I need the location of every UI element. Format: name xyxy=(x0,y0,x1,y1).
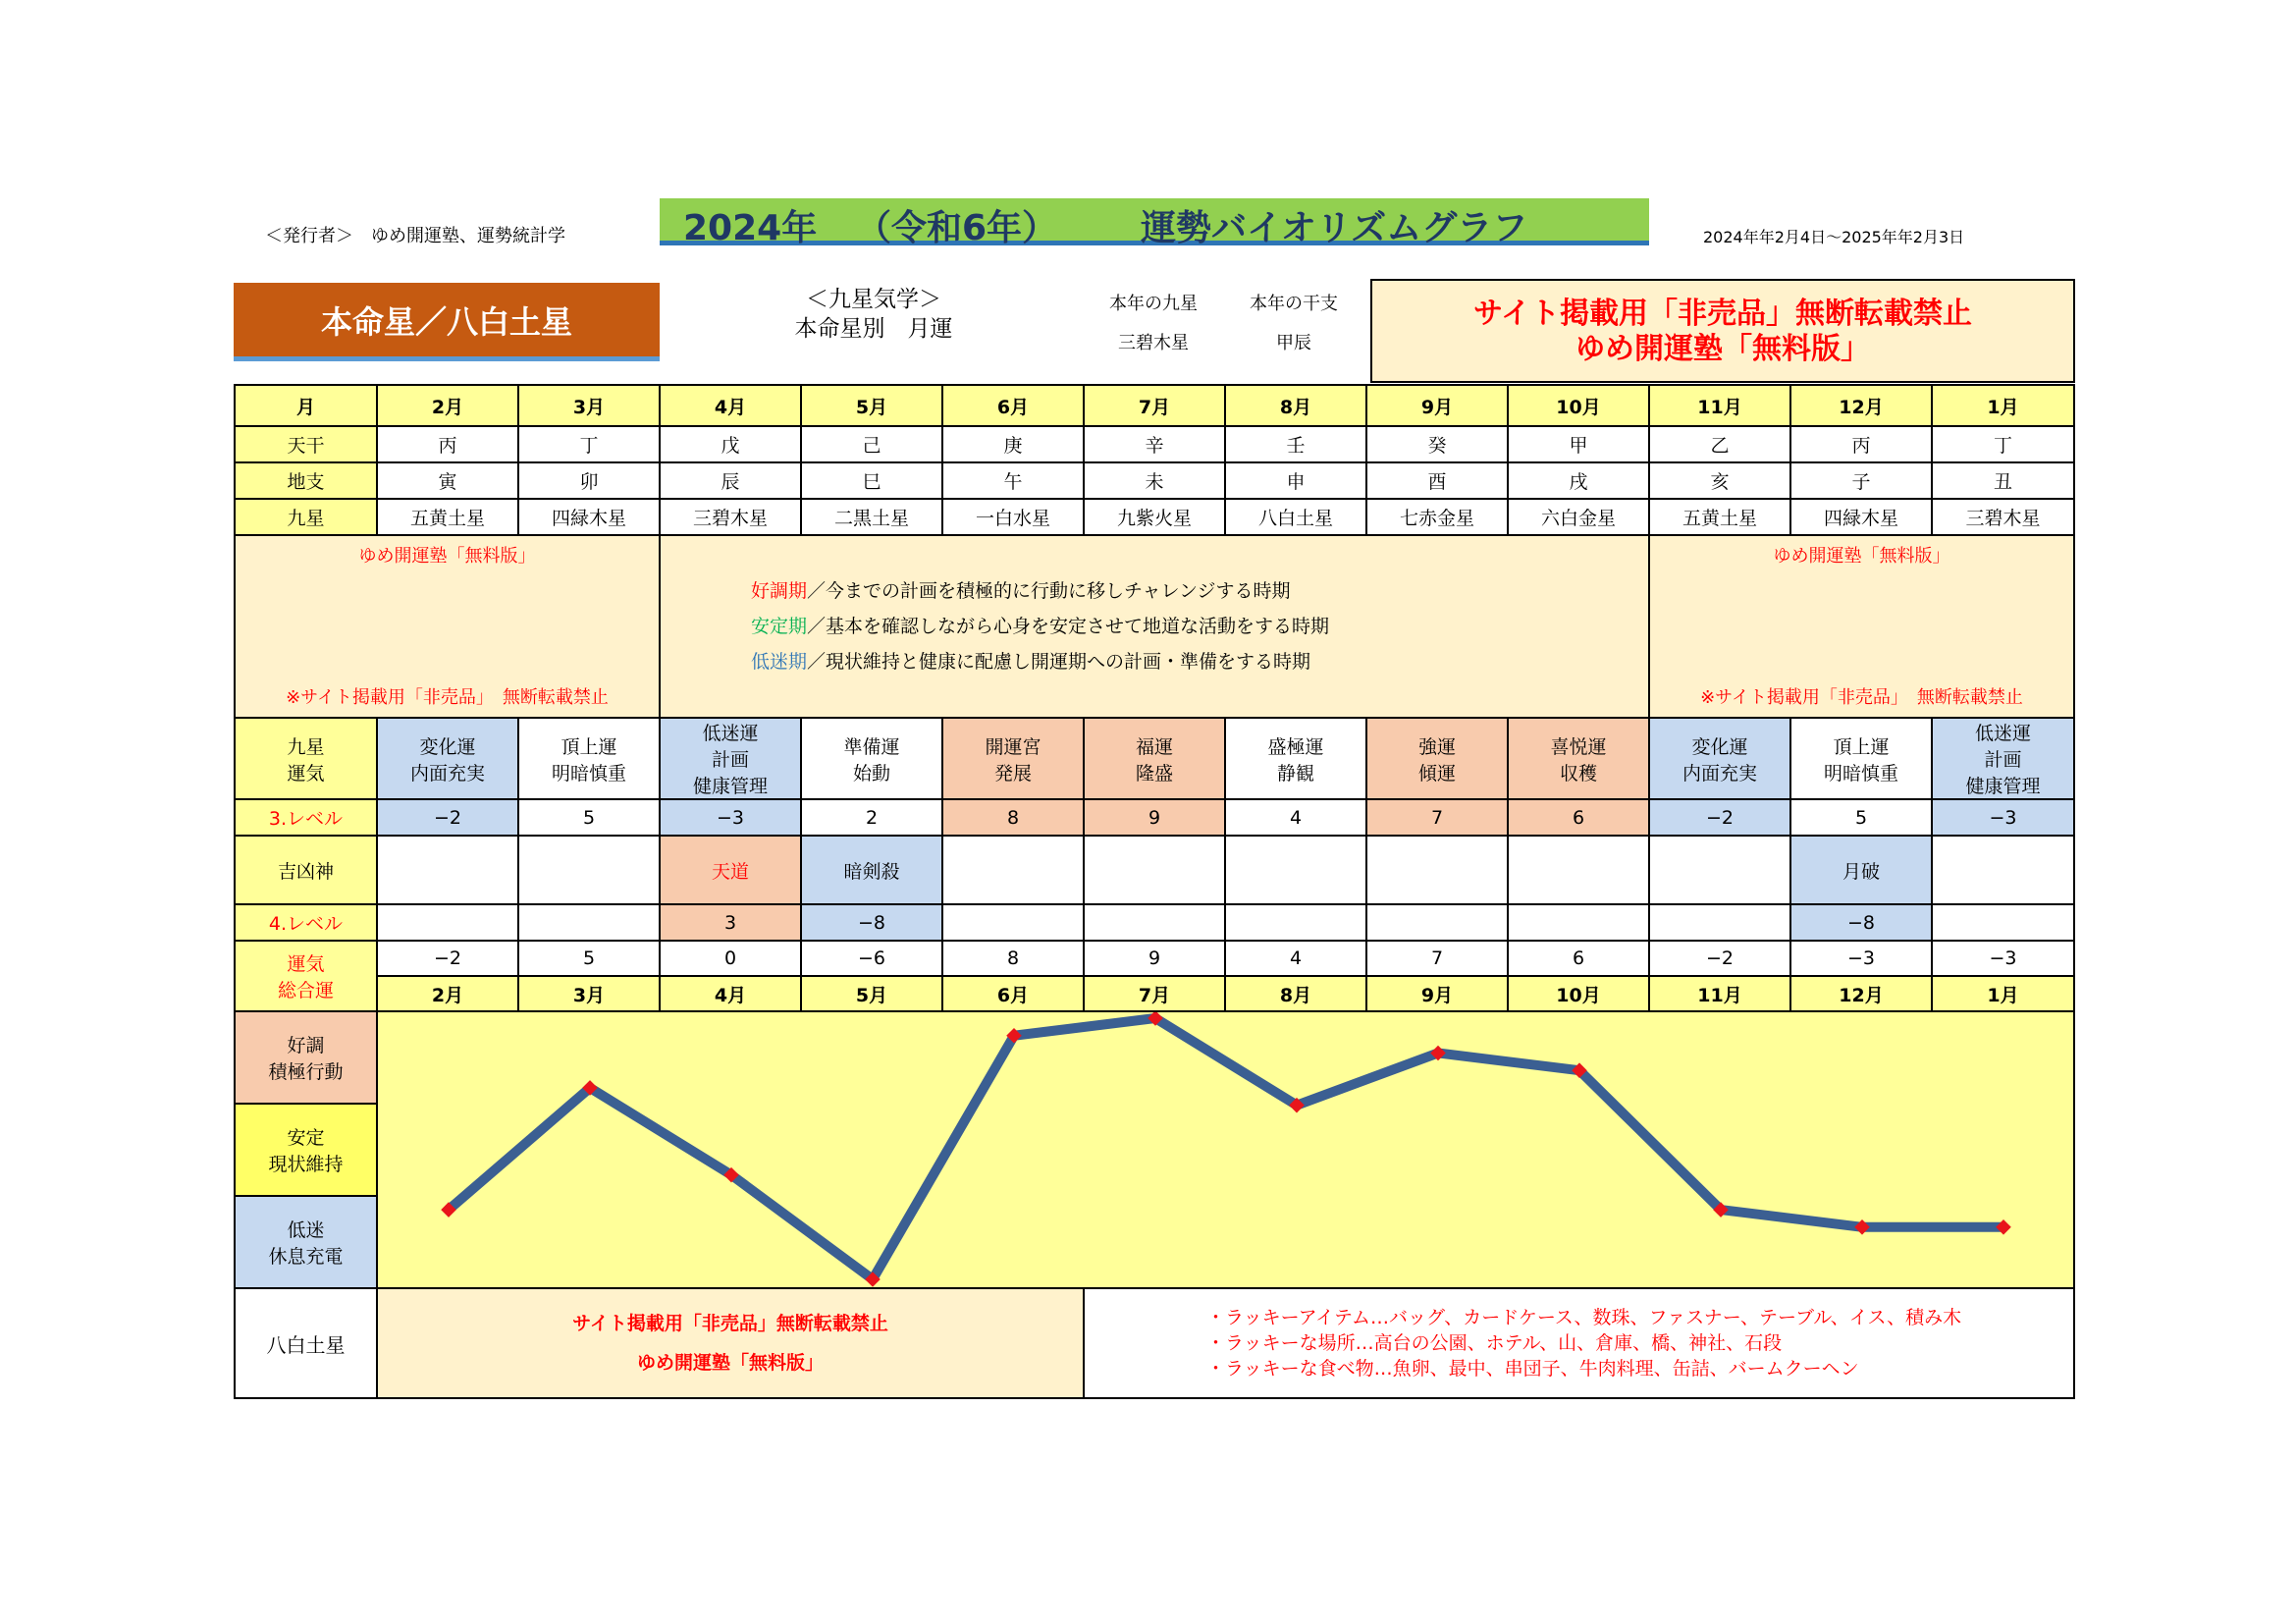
tenkan-cell: 丁 xyxy=(518,426,660,462)
unki-label-line1: 九星 xyxy=(287,735,325,758)
tenkan-cell: 庚 xyxy=(942,426,1084,462)
unki-cell: 低迷運 計画 健康管理 xyxy=(1932,718,2074,799)
lucky-item: ・ラッキーアイテム…バッグ、カードケース、数珠、ファスナー、テーブル、イス、積み木 xyxy=(1206,1307,1962,1328)
kikkyo-cell xyxy=(942,836,1084,904)
info-left xyxy=(235,535,660,718)
honmei-banner: 本命星／八白土星 xyxy=(234,283,660,356)
fortune-table xyxy=(234,384,2075,1399)
unki-cell: 頂上運 明暗慎重 xyxy=(1790,718,1932,799)
legend-item-low xyxy=(751,644,1648,679)
chishi-cell: 寅 xyxy=(377,462,518,499)
chishi-cell: 辰 xyxy=(660,462,801,499)
month-cell: 3月 xyxy=(518,976,660,1011)
total-row xyxy=(235,941,2074,976)
tenkan-cell: 甲 xyxy=(1508,426,1649,462)
this-year-star-label: 本年の九星 xyxy=(1109,294,1198,314)
chishi-cell: 午 xyxy=(942,462,1084,499)
title-year: 2024年 xyxy=(683,208,818,248)
kikkyo-cell xyxy=(518,836,660,904)
chishi-cell: 酉 xyxy=(1366,462,1508,499)
info-right-bottom: ※サイト掲載用「非売品」 無断転載禁止 xyxy=(1700,687,2023,708)
month-cell: 9月 xyxy=(1366,976,1508,1011)
star-cell: 七赤金星 xyxy=(1366,499,1508,535)
tenkan-cell: 戊 xyxy=(660,426,801,462)
unki-cell: 開運宮 発展 xyxy=(942,718,1084,799)
star-cell: 五黄土星 xyxy=(1649,499,1790,535)
total-cell: −6 xyxy=(801,941,942,976)
level3-cell: 5 xyxy=(1790,799,1932,836)
total-label xyxy=(235,941,377,1011)
month-cell: 5月 xyxy=(801,385,942,426)
unki-cell: 頂上運 明暗慎重 xyxy=(518,718,660,799)
total-cell: −2 xyxy=(377,941,518,976)
month-cell: 11月 xyxy=(1649,976,1790,1011)
level3-cell: 5 xyxy=(518,799,660,836)
kikkyo-row xyxy=(235,836,2074,904)
star-cell: 五黄土星 xyxy=(377,499,518,535)
total-cell: 6 xyxy=(1508,941,1649,976)
info-row xyxy=(235,535,2074,718)
month-cell: 12月 xyxy=(1790,385,1932,426)
footer-notice-line2: ゆめ開運塾「無料版」 xyxy=(636,1352,824,1374)
total-cell: 5 xyxy=(518,941,660,976)
legend-item-good xyxy=(751,573,1648,609)
chishi-cell: 丑 xyxy=(1932,462,2074,499)
notice-top-line2: ゆめ開運塾「無料版」 xyxy=(1575,332,1870,366)
legend-text-good: ／今までの計画を積極的に行動に移しチャレンジする時期 xyxy=(807,580,1291,602)
month-cell: 9月 xyxy=(1366,385,1508,426)
this-year-eto-value: 甲辰 xyxy=(1276,333,1311,353)
level4-cell xyxy=(1366,904,1508,941)
star-cell: 四緑木星 xyxy=(1790,499,1932,535)
star-cell: 四緑木星 xyxy=(518,499,660,535)
star-cell: 八白土星 xyxy=(1225,499,1366,535)
month-cell: 4月 xyxy=(660,385,801,426)
level4-cell: −8 xyxy=(1790,904,1932,941)
total-cell: 4 xyxy=(1225,941,1366,976)
chishi-cell: 巳 xyxy=(801,462,942,499)
month-cell: 10月 xyxy=(1508,976,1649,1011)
tenkan-cell: 丁 xyxy=(1932,426,2074,462)
level4-cell xyxy=(1932,904,2074,941)
total-label-line2: 総合運 xyxy=(277,980,334,1001)
kikkyo-label: 吉凶神 xyxy=(235,836,377,904)
tenkan-cell: 己 xyxy=(801,426,942,462)
level4-cell xyxy=(1225,904,1366,941)
legend-key-low: 低迷期 xyxy=(751,651,808,673)
month-cell: 8月 xyxy=(1225,385,1366,426)
chishi-cell: 未 xyxy=(1084,462,1225,499)
notice-top-line1: サイト掲載用「非売品」無断転載禁止 xyxy=(1473,297,1972,331)
tenkan-cell: 壬 xyxy=(1225,426,1366,462)
total-cell: 0 xyxy=(660,941,801,976)
month-row xyxy=(235,385,2074,426)
band-low-line1: 低迷 xyxy=(287,1219,325,1241)
kikkyo-cell: 天道 xyxy=(660,836,801,904)
this-year-eto-label: 本年の干支 xyxy=(1250,294,1338,314)
legend-key-stable: 安定期 xyxy=(751,616,808,637)
level4-cell xyxy=(1084,904,1225,941)
level4-cell: −8 xyxy=(801,904,942,941)
unki-cell: 盛極運 静観 xyxy=(1225,718,1366,799)
band-stable-line1: 安定 xyxy=(287,1127,325,1149)
publisher: ＜発行者＞ ゆめ開運塾、運勢統計学 xyxy=(265,226,565,246)
month-cell: 2月 xyxy=(377,976,518,1011)
month-cell: 7月 xyxy=(1084,385,1225,426)
footer-notice xyxy=(377,1288,1084,1398)
month-cell: 3月 xyxy=(518,385,660,426)
month-cell: 8月 xyxy=(1225,976,1366,1011)
month-cell: 2月 xyxy=(377,385,518,426)
kyusei-line2: 本命星別 月運 xyxy=(794,316,953,342)
kyusei-row xyxy=(235,499,2074,535)
legend-text-stable: ／基本を確認しながら心身を安定させて地道な活動をする時期 xyxy=(807,616,1330,637)
star-cell: 三碧木星 xyxy=(660,499,801,535)
tenkan-cell: 丙 xyxy=(377,426,518,462)
data-point xyxy=(1996,1219,2011,1235)
chishi-cell: 戌 xyxy=(1508,462,1649,499)
unki-label-line2: 運気 xyxy=(287,762,325,785)
unki-cell: 喜悦運 収穫 xyxy=(1508,718,1649,799)
month-cell: 6月 xyxy=(942,976,1084,1011)
month-cell: 6月 xyxy=(942,385,1084,426)
footer-label: 八白土星 xyxy=(235,1288,377,1398)
kikkyo-cell xyxy=(1649,836,1790,904)
lucky-item: ・ラッキーな場所…高台の公園、ホテル、山、倉庫、橋、神社、石段 xyxy=(1206,1332,1783,1354)
month-label: 月 xyxy=(235,385,377,426)
unki-cell: 低迷運 計画 健康管理 xyxy=(660,718,801,799)
total-cell: −2 xyxy=(1649,941,1790,976)
main-title xyxy=(660,198,1649,248)
kyusei-heading xyxy=(746,285,1001,344)
footer-row xyxy=(235,1288,2074,1398)
level3-cell: 7 xyxy=(1366,799,1508,836)
chishi-cell: 子 xyxy=(1790,462,1932,499)
legend-item-stable xyxy=(751,609,1648,644)
level4-cell xyxy=(377,904,518,941)
unki-row xyxy=(235,718,2074,799)
star-cell: 一白水星 xyxy=(942,499,1084,535)
star-cell: 九紫火星 xyxy=(1084,499,1225,535)
kikkyo-cell xyxy=(1225,836,1366,904)
total-label-line1: 運気 xyxy=(287,953,325,975)
band-stable xyxy=(235,1104,377,1196)
series-line xyxy=(449,1018,2003,1279)
level4-cell xyxy=(518,904,660,941)
info-right xyxy=(1649,535,2074,718)
tenkan-label: 天干 xyxy=(235,426,377,462)
month-cell: 11月 xyxy=(1649,385,1790,426)
info-left-bottom: ※サイト掲載用「非売品」 無断転載禁止 xyxy=(286,687,609,708)
month-row-bottom xyxy=(235,976,2074,1011)
kikkyo-cell: 暗剣殺 xyxy=(801,836,942,904)
month-cell: 1月 xyxy=(1932,976,2074,1011)
month-cell: 1月 xyxy=(1932,385,2074,426)
total-cell: 7 xyxy=(1366,941,1508,976)
tenkan-cell: 乙 xyxy=(1649,426,1790,462)
level4-cell: 3 xyxy=(660,904,801,941)
lucky-item: ・ラッキーな食べ物…魚卵、最中、串団子、牛肉料理、缶詰、バームクーヘン xyxy=(1206,1358,1859,1380)
band-good-line2: 積極行動 xyxy=(268,1061,344,1083)
unki-cell: 準備運 始動 xyxy=(801,718,942,799)
month-cell: 10月 xyxy=(1508,385,1649,426)
kikkyo-cell xyxy=(1932,836,2074,904)
level3-label: 3.レベル xyxy=(235,799,377,836)
level3-cell: −2 xyxy=(1649,799,1790,836)
chishi-cell: 申 xyxy=(1225,462,1366,499)
month-cell: 7月 xyxy=(1084,976,1225,1011)
star-cell: 六白金星 xyxy=(1508,499,1649,535)
legend-text-low: ／現状維持と健康に配慮し開運期への計画・準備をする時期 xyxy=(807,651,1311,673)
unki-label xyxy=(235,718,377,799)
chishi-label: 地支 xyxy=(235,462,377,499)
level4-cell xyxy=(942,904,1084,941)
level4-cell xyxy=(1649,904,1790,941)
band-stable-line2: 現状維持 xyxy=(268,1154,344,1175)
chishi-row xyxy=(235,462,2074,499)
kyusei-label: 九星 xyxy=(235,499,377,535)
tenkan-cell: 丙 xyxy=(1790,426,1932,462)
total-cell: 9 xyxy=(1084,941,1225,976)
tenkan-cell: 癸 xyxy=(1366,426,1508,462)
band-low-line2: 休息充電 xyxy=(268,1246,344,1268)
band-good-line1: 好調 xyxy=(287,1035,325,1056)
star-cell: 二黒土星 xyxy=(801,499,942,535)
unki-cell: 福運 隆盛 xyxy=(1084,718,1225,799)
month-cell: 12月 xyxy=(1790,976,1932,1011)
band-good xyxy=(235,1011,377,1104)
level3-cell: 9 xyxy=(1084,799,1225,836)
this-year-eto xyxy=(1235,285,1353,363)
kyusei-line1: ＜九星気学＞ xyxy=(806,287,941,312)
unki-cell: 強運 傾運 xyxy=(1366,718,1508,799)
level3-row xyxy=(235,799,2074,836)
star-cell: 三碧木星 xyxy=(1932,499,2074,535)
info-right-top: ゆめ開運塾「無料版」 xyxy=(1773,546,1950,567)
legend-key-good: 好調期 xyxy=(751,580,808,602)
title-main: 運勢バイオリズムグラフ xyxy=(1141,208,1528,248)
level3-cell: 6 xyxy=(1508,799,1649,836)
level4-row xyxy=(235,904,2074,941)
kikkyo-cell xyxy=(1366,836,1508,904)
notice-top xyxy=(1370,279,2075,383)
chishi-cell: 卯 xyxy=(518,462,660,499)
info-left-top: ゆめ開運塾「無料版」 xyxy=(358,546,536,567)
lucky-list xyxy=(1084,1288,2074,1398)
tenkan-row xyxy=(235,426,2074,462)
biorhythm-chart xyxy=(378,1012,2074,1287)
tenkan-cell: 辛 xyxy=(1084,426,1225,462)
this-year-star-value: 三碧木星 xyxy=(1118,333,1189,353)
kikkyo-cell xyxy=(1084,836,1225,904)
level4-cell xyxy=(1508,904,1649,941)
title-era: （令和6年） xyxy=(856,208,1058,248)
chishi-cell: 亥 xyxy=(1649,462,1790,499)
date-range: 2024年年2月4日～2025年年2月3日 xyxy=(1703,228,1965,246)
level3-cell: 2 xyxy=(801,799,942,836)
unki-cell: 変化運 内面充実 xyxy=(1649,718,1790,799)
this-year-star xyxy=(1095,285,1212,363)
level3-cell: −3 xyxy=(1932,799,2074,836)
kikkyo-cell xyxy=(377,836,518,904)
level4-label: 4.レベル xyxy=(235,904,377,941)
unki-cell: 変化運 内面充実 xyxy=(377,718,518,799)
total-cell: −3 xyxy=(1932,941,2074,976)
level3-cell: 8 xyxy=(942,799,1084,836)
level3-cell: −3 xyxy=(660,799,801,836)
level3-cell: 4 xyxy=(1225,799,1366,836)
total-cell: −3 xyxy=(1790,941,1932,976)
total-cell: 8 xyxy=(942,941,1084,976)
kikkyo-cell: 月破 xyxy=(1790,836,1932,904)
level3-cell: −2 xyxy=(377,799,518,836)
chart-row xyxy=(235,1011,2074,1104)
band-low xyxy=(235,1196,377,1288)
month-cell: 4月 xyxy=(660,976,801,1011)
legend xyxy=(660,535,1649,718)
chart-area xyxy=(377,1011,2074,1288)
kikkyo-cell xyxy=(1508,836,1649,904)
month-cell: 5月 xyxy=(801,976,942,1011)
footer-notice-line1: サイト掲載用「非売品」無断転載禁止 xyxy=(572,1313,888,1334)
